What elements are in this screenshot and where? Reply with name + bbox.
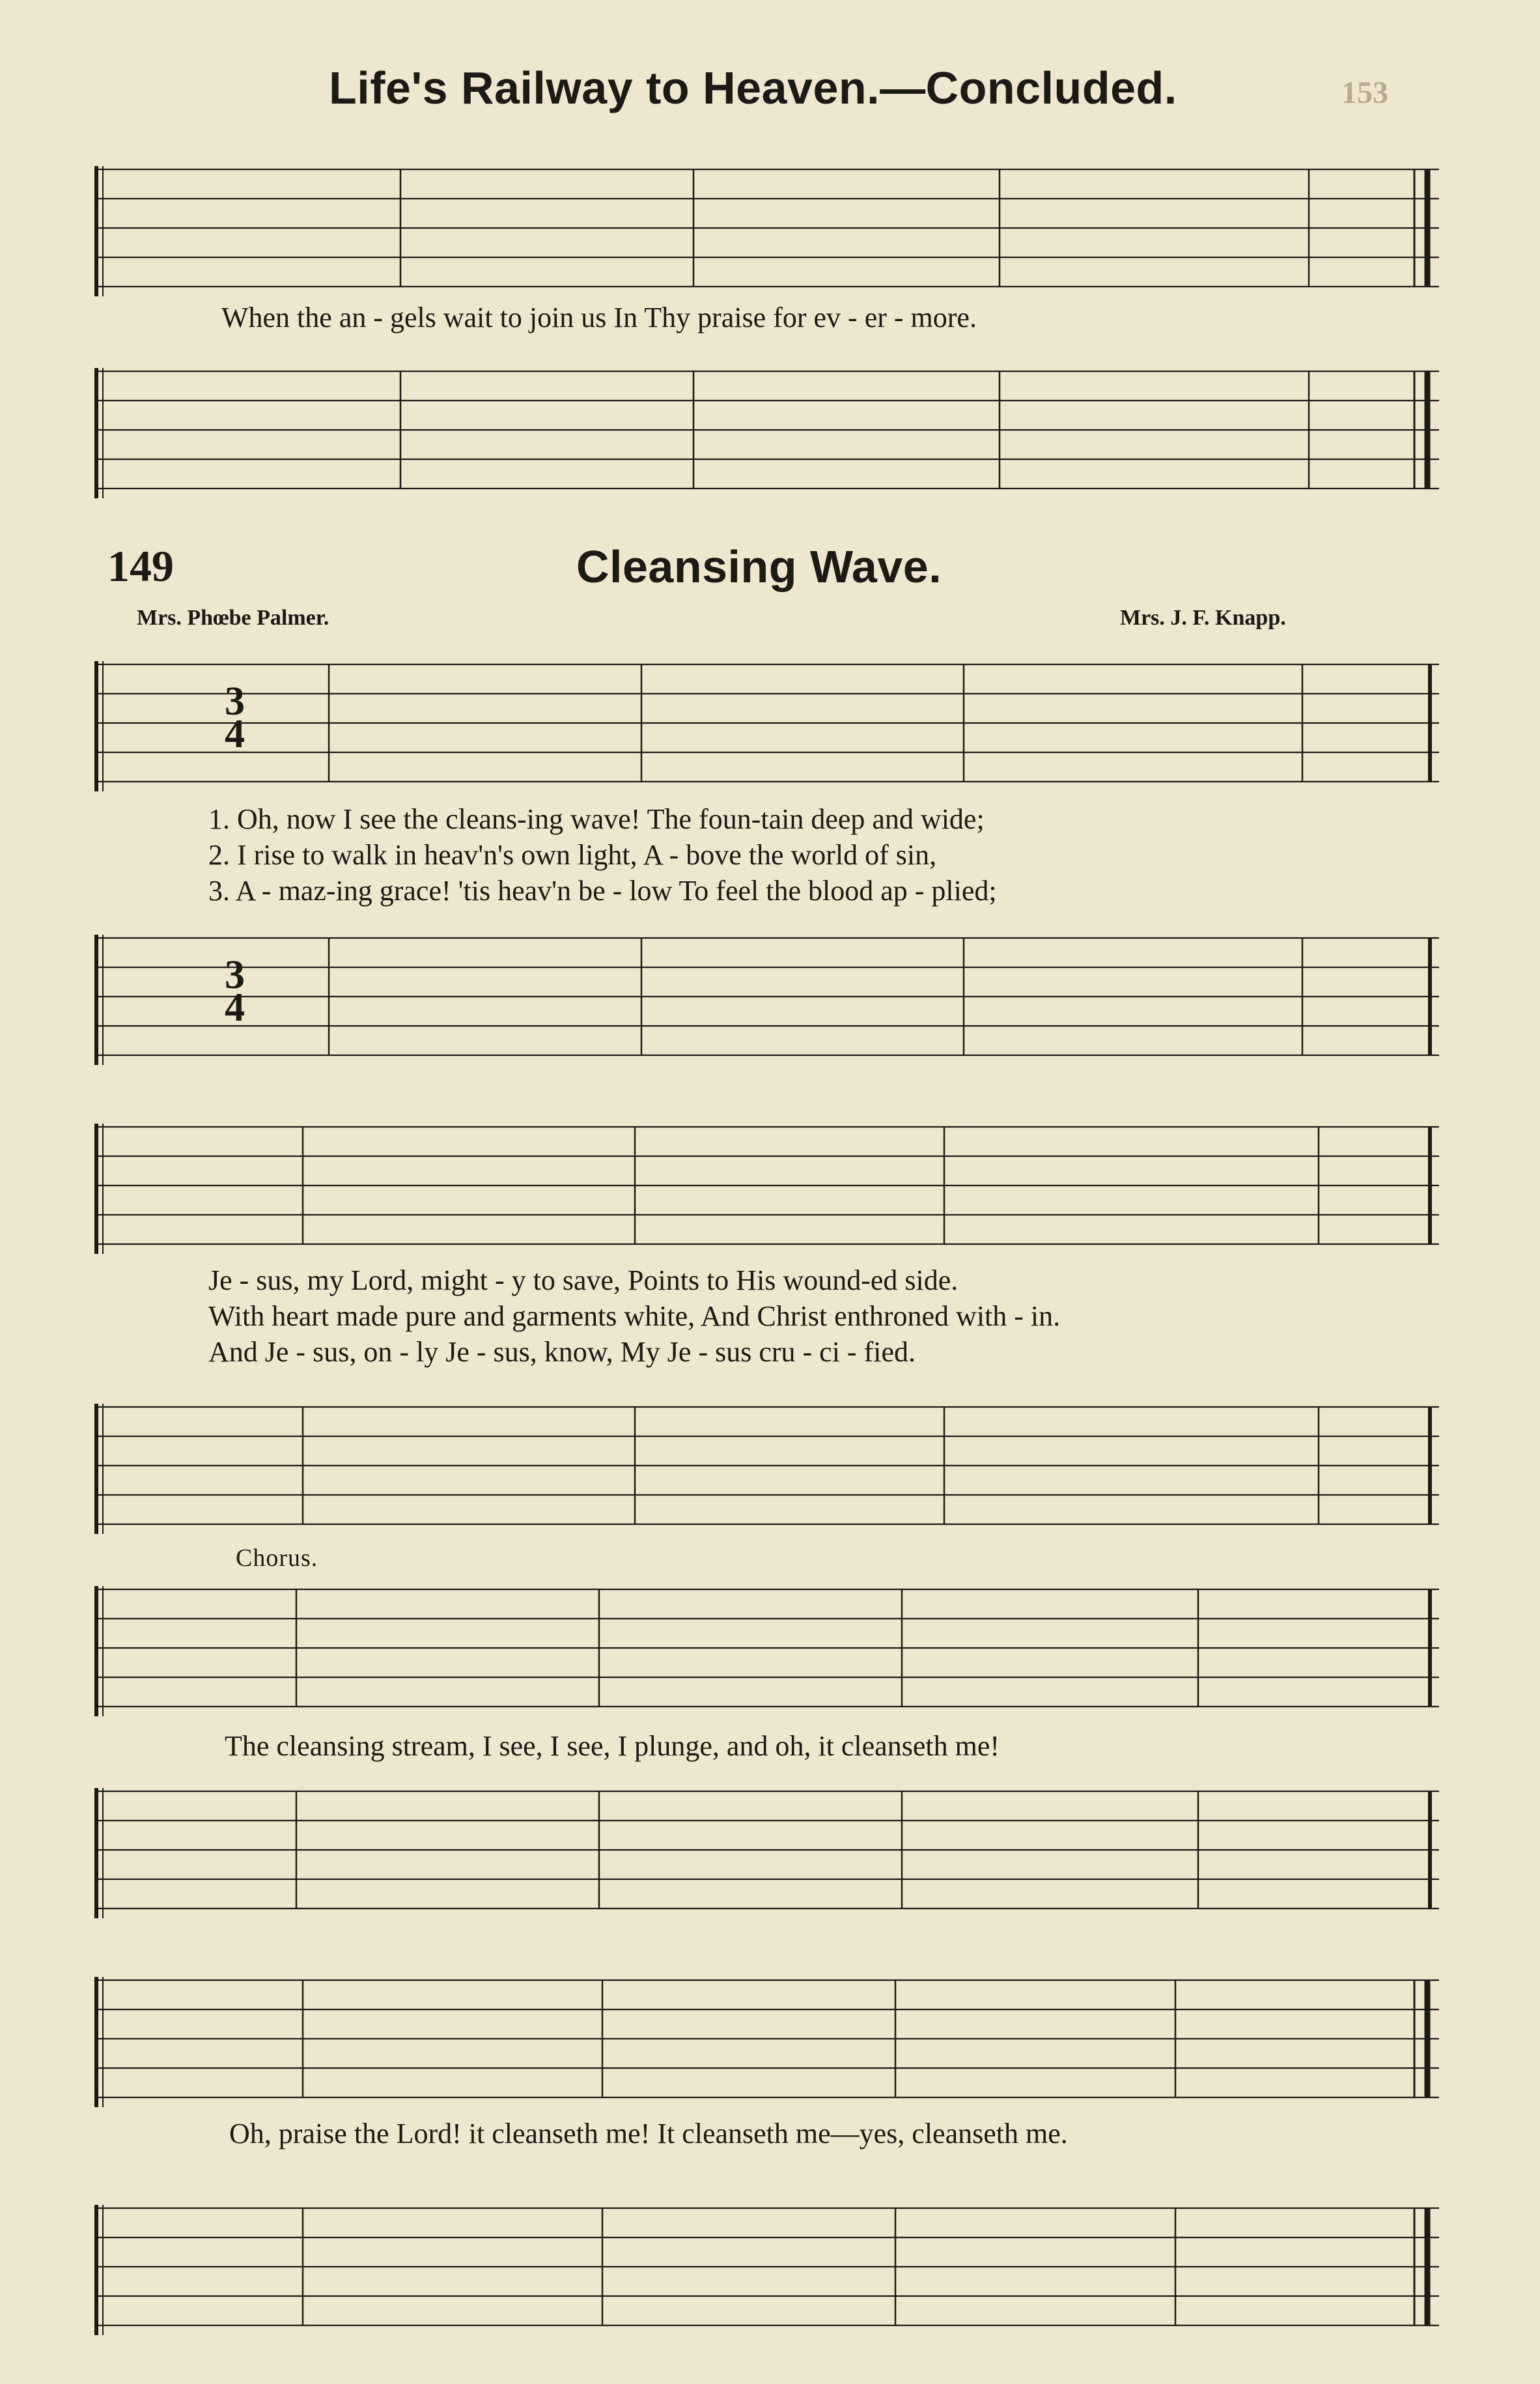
continued-bass-staff bbox=[0, 365, 1540, 502]
continued-treble-staff bbox=[0, 163, 1540, 300]
chorus1-treble-staff bbox=[0, 1583, 1540, 1720]
chorus2-treble-staff bbox=[0, 1974, 1540, 2110]
verse2-treble-staff bbox=[0, 1120, 1540, 1257]
hymn-title: Cleansing Wave. bbox=[576, 541, 942, 592]
chorus1-bass-staff bbox=[0, 1785, 1540, 1922]
composer-credit: Mrs. J. F. Knapp. bbox=[1120, 606, 1286, 630]
verse1-line1: 1. Oh, now I see the cleans-ing wave! The foun-tain deep and wide; bbox=[208, 803, 985, 835]
lyricist-credit: Mrs. Phœbe Palmer. bbox=[137, 606, 329, 630]
page-number: 153 bbox=[1341, 76, 1388, 110]
continued-lyric: When the an - gels wait to join us In Thy praise for ev - er - more. bbox=[221, 302, 977, 333]
verse2-line1: 2. I rise to walk in heav'n's own light, A - bove the world of sin, bbox=[208, 839, 937, 871]
chorus-line1: The cleansing stream, I see, I see, I plunge, and oh, it cleanseth me! bbox=[225, 1730, 1000, 1762]
time-signature-bass: 3 4 bbox=[225, 953, 245, 1030]
time-signature-treble: 3 4 bbox=[225, 679, 245, 756]
verse1-line2: Je - sus, my Lord, might - y to save, Points to His wound-ed side. bbox=[208, 1264, 959, 1296]
verse2-line2: With heart made pure and garments white, And Christ enthroned with - in. bbox=[208, 1300, 1061, 1332]
chorus-line2: Oh, praise the Lord! it cleanseth me! It cleanseth me—yes, cleanseth me. bbox=[229, 2118, 1068, 2150]
hymn-number: 149 bbox=[107, 541, 174, 591]
chorus2-bass-staff bbox=[0, 2202, 1540, 2338]
verse2-bass-staff bbox=[0, 1400, 1540, 1537]
verse3-line2: And Je - sus, on - ly Je - sus, know, My Je - sus cru - ci - fied. bbox=[208, 1336, 916, 1368]
chorus-label: Chorus. bbox=[236, 1544, 318, 1572]
verse3-line1: 3. A - maz-ing grace! 'tis heav'n be - low To feel the blood ap - plied; bbox=[208, 875, 997, 907]
continued-title: Life's Railway to Heaven.—Concluded. bbox=[329, 63, 1177, 113]
